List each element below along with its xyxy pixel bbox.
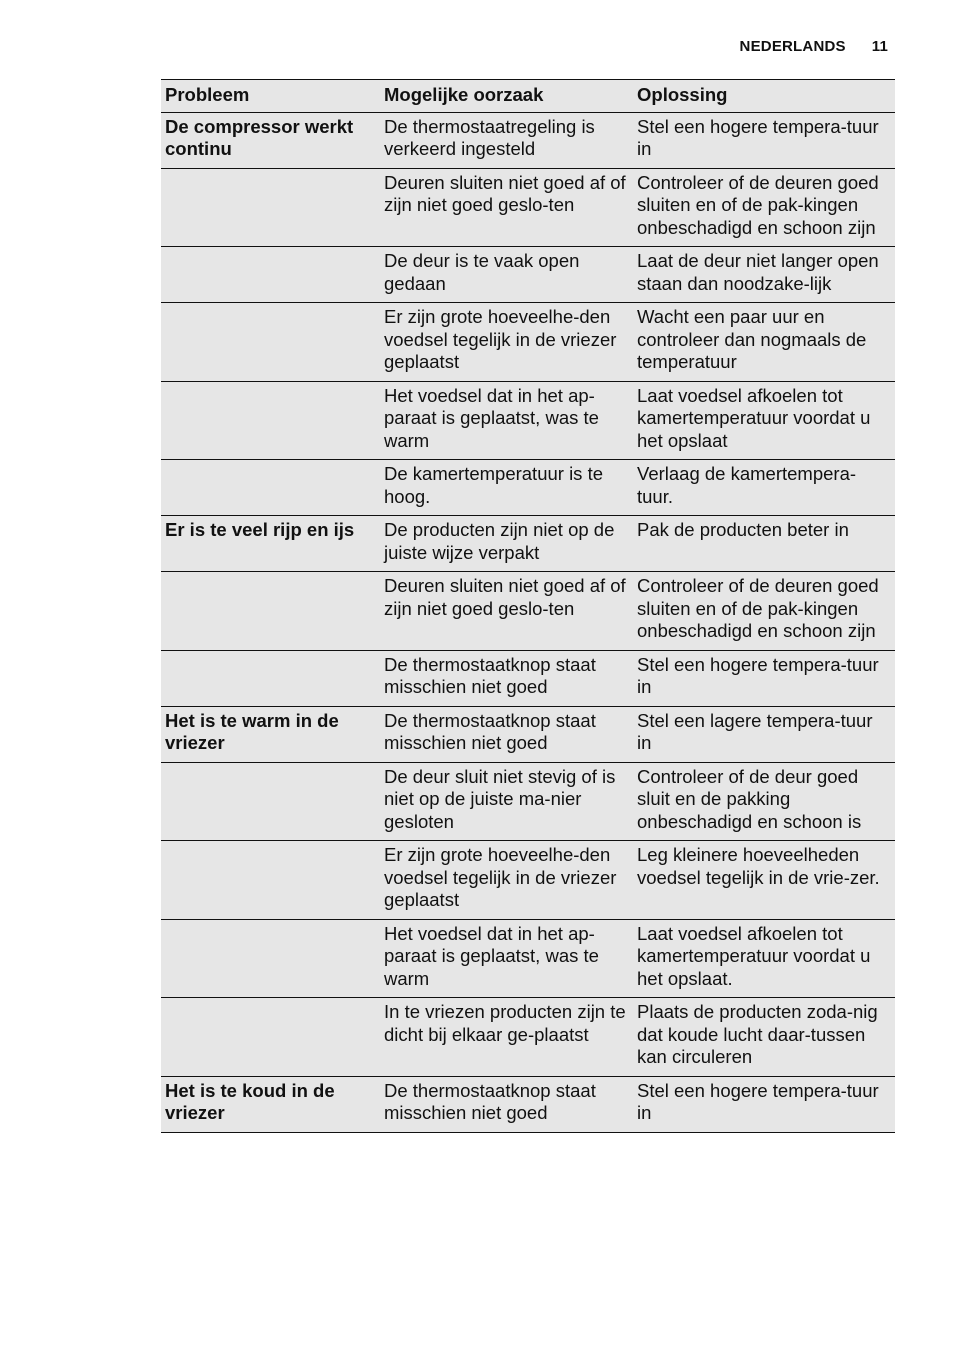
problem-cell [161,381,380,460]
problem-cell: Er is te veel rijp en ijs [165,519,355,540]
cause-cell: Er zijn grote hoeveelhe-den voedsel tegelijk in de vriezer geplaatst [384,306,617,372]
table-row [161,706,895,762]
cause-cell: De thermostaatknop staat misschien niet goed [384,653,596,697]
table-row [161,460,895,516]
problem-cell [161,998,380,1077]
problem-cell [161,460,380,516]
table-row [161,1076,895,1132]
cause-cell: Deuren sluiten niet goed af of zijn niet goed geslo-ten [384,575,626,619]
solution-cell: Stel een hogere tempera-tuur in [637,1079,879,1123]
solution-cell: Laat voedsel afkoelen tot kamertemperatuur voordat u het opslaat. [637,922,871,989]
problem-cell [161,168,380,247]
solution-cell: Leg kleinere hoeveelheden voedsel tegelijk in de vrie-zer. [637,844,880,888]
problem-cell [161,919,380,998]
table-row [161,516,895,572]
problem-cell [161,572,380,651]
table-header-row [161,80,895,113]
language-label: NEDERLANDS [739,38,846,55]
cause-cell: De deur sluit niet stevig of is niet op de juiste ma-nier gesloten [384,765,616,832]
problem-cell [161,247,380,303]
solution-cell: Plaats de producten zoda-nig dat koude lucht daar-tussen kan circuleren [637,1001,878,1067]
solution-cell: Verlaag de kamertempera-tuur. [637,463,857,507]
problem-cell: Het is te warm in de vriezer [165,709,339,753]
table-row [161,381,895,460]
table-row [161,168,895,247]
page-number: 11 [871,38,888,55]
table-row [161,303,895,382]
problem-cell [161,762,380,841]
cause-cell: Het voedsel dat in het ap-paraat is geplaatst, was te warm [384,384,599,451]
cause-cell: Het voedsel dat in het ap-paraat is geplaatst, was te warm [384,922,599,989]
problem-cell: De compressor werkt continu [165,115,354,159]
solution-cell: Stel een hogere tempera-tuur in [637,115,879,159]
table-row [161,572,895,651]
solution-cell: Wacht een paar uur en controleer dan nogmaals de temperatuur [637,306,867,372]
problem-cell: Het is te koud in de vriezer [165,1079,335,1123]
solution-cell: Controleer of de deuren goed sluiten en of de pak-kingen onbeschadigd en schoon zijn [637,171,879,238]
solution-cell: Controleer of de deur goed sluit en de pakking onbeschadigd en schoon is [637,765,862,832]
cause-cell: De deur is te vaak open gedaan [384,250,580,294]
problem-cell [161,303,380,382]
cause-cell: Er zijn grote hoeveelhe-den voedsel tegelijk in de vriezer geplaatst [384,844,617,910]
troubleshooting-table-container [161,79,895,1133]
solution-cell: Stel een lagere tempera-tuur in [637,709,873,753]
problem-cell [161,841,380,920]
solution-cell: Laat de deur niet langer open staan dan noodzake-lijk [637,250,879,294]
solution-cell: Stel een hogere tempera-tuur in [637,653,879,697]
cause-cell: De producten zijn niet op de juiste wijze verpakt [384,519,615,563]
page-header [740,38,888,55]
cause-cell: De thermostaatknop staat misschien niet goed [384,1079,596,1123]
table-row [161,919,895,998]
table-row [161,247,895,303]
solution-cell: Pak de producten beter in [637,519,849,540]
table-row [161,650,895,706]
column-header-solution: Oplossing [637,84,728,105]
column-header-problem: Probleem [165,84,250,105]
solution-cell: Laat voedsel afkoelen tot kamertemperatuur voordat u het opslaat [637,384,871,451]
cause-cell: De kamertemperatuur is te hoog. [384,463,604,507]
solution-cell: Controleer of de deuren goed sluiten en of de pak-kingen onbeschadigd en schoon zijn [637,575,879,641]
table-row [161,762,895,841]
cause-cell: De thermostaatregeling is verkeerd ingesteld [384,115,595,159]
column-header-cause: Mogelijke oorzaak [384,84,544,105]
table-row [161,112,895,168]
table-row [161,841,895,920]
cause-cell: Deuren sluiten niet goed af of zijn niet goed geslo-ten [384,171,626,215]
cause-cell: In te vriezen producten zijn te dicht bij elkaar ge-plaatst [384,1001,626,1045]
table-row [161,998,895,1077]
problem-cell [161,650,380,706]
cause-cell: De thermostaatknop staat misschien niet goed [384,709,596,753]
table-body [161,112,895,1132]
troubleshooting-table [161,79,895,1133]
